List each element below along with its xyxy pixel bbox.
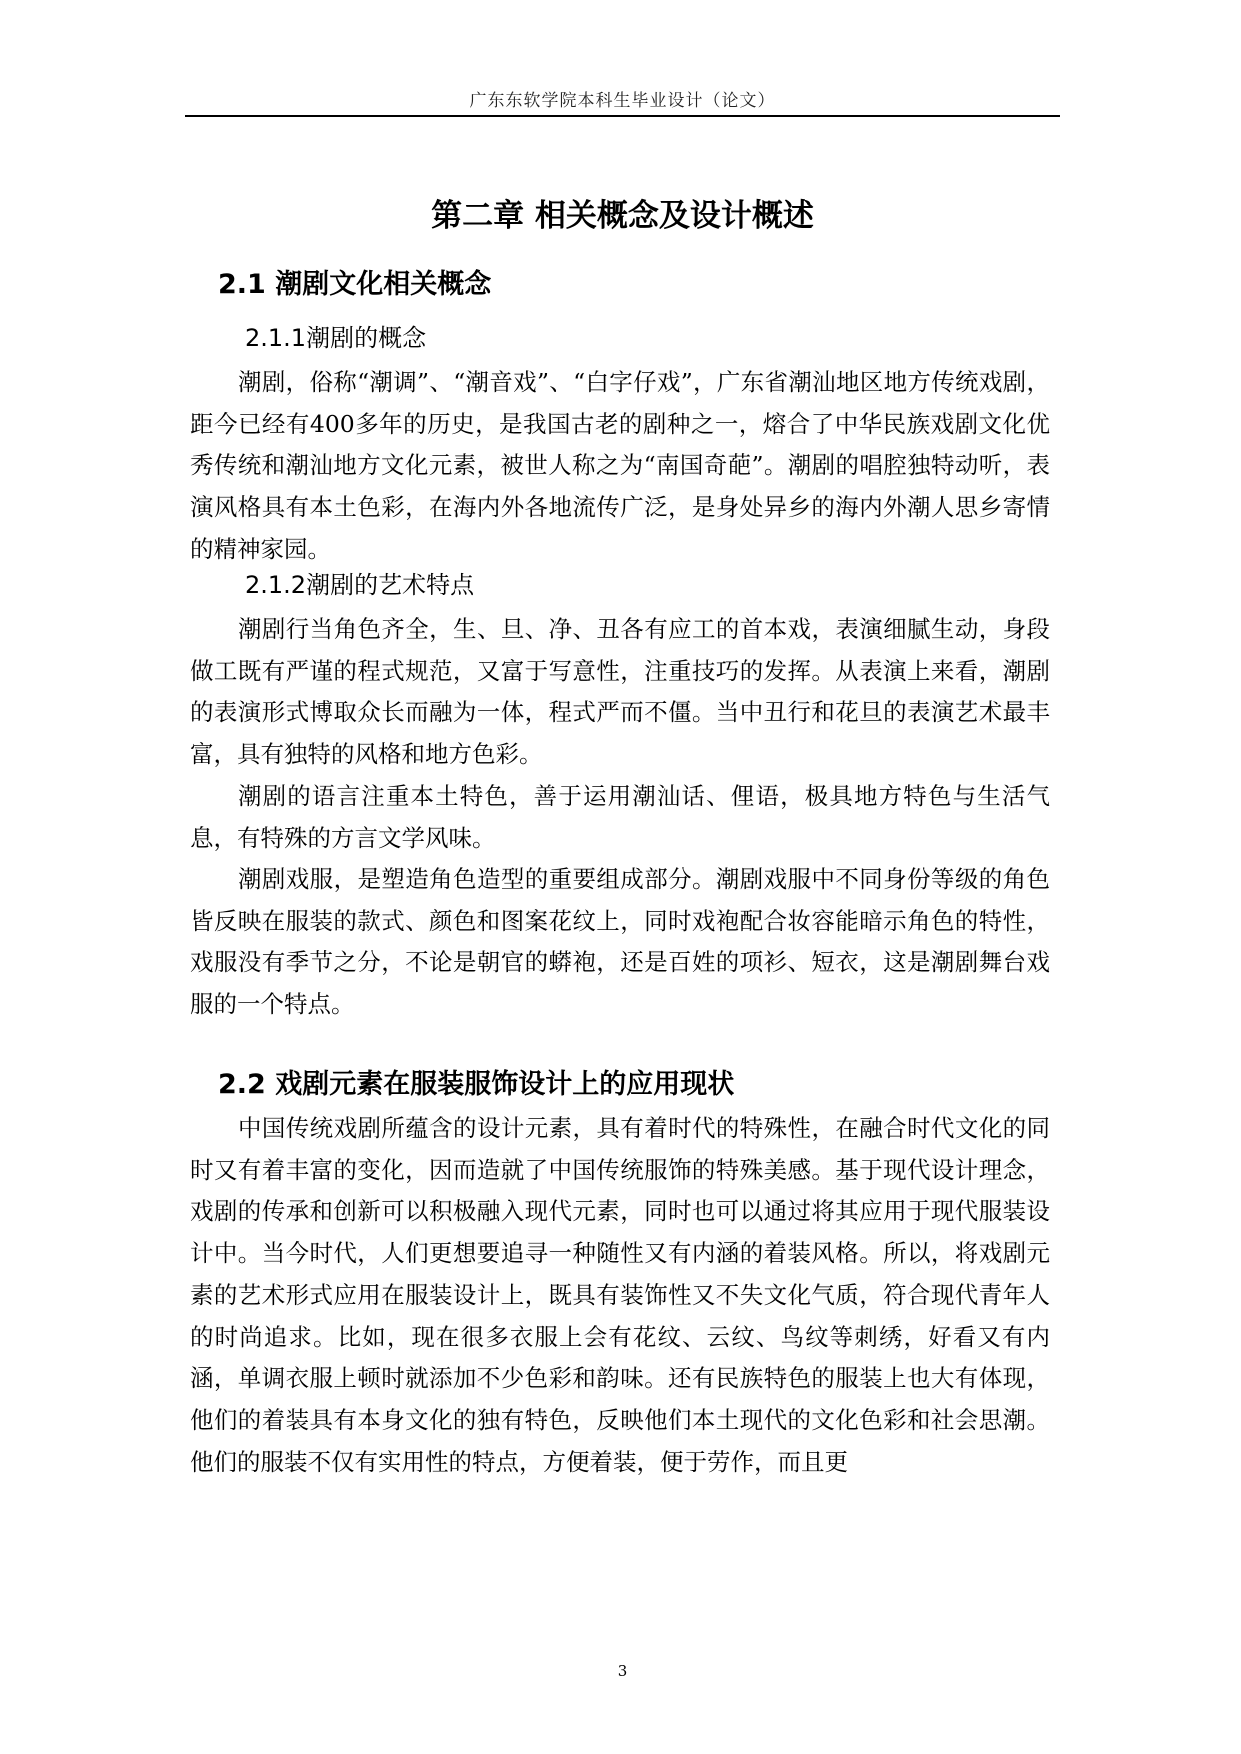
paragraph: 潮剧的语言注重本土特色，善于运用潮汕话、俚语，极具地方特色与生活气息，有特殊的方言文学风味。 (190, 782, 1050, 852)
paragraph: 潮剧行当角色齐全，生、旦、净、丑各有应工的首本戏，表演细腻生动，身段做工既有严谨的程式规范，又富于写意性，注重技巧的发挥。从表演上来看，潮剧的表演形式博取众长而融为一体，程式严而不僵。当中丑行和花旦的表演艺术最丰富，具有独特的风格和地方色彩。 (190, 615, 1050, 769)
section-heading-2-1: 2.1 潮剧文化相关概念 (218, 269, 492, 300)
section-heading-2-2: 2.2 戏剧元素在服装服饰设计上的应用现状 (218, 1069, 735, 1100)
header-divider (185, 115, 1060, 117)
running-header: 广东东软学院本科生毕业设计（论文） (469, 91, 776, 111)
paragraph: 中国传统戏剧所蕴含的设计元素，具有着时代的特殊性，在融合时代文化的同时又有着丰富的变化，因而造就了中国传统服饰的特殊美感。基于现代设计理念，戏剧的传承和创新可以积极融入现代元素，同时也可以通过将其应用于现代服装设计中。当今时代，人们更想要追寻一种随性又有内涵的着装风格。所以，将戏剧元素的艺术形式应用在服装设计上，既具有装饰性又不失文化气质，符合现代青年人的时尚追求。比如，现在很多衣服上会有花纹、云纹、鸟纹等刺绣，好看又有内涵，单调衣服上顿时就添加不少色彩和韵味。还有民族特色的服装上也大有体现，他们的着装具有本身文化的独有特色，反映他们本土现代的文化色彩和社会思潮。他们的服装不仅有实用性的特点，方便着装，便于劳作，而且更 (190, 1114, 1050, 1476)
page-number: 3 (617, 1662, 628, 1680)
paragraph: 潮剧戏服，是塑造角色造型的重要组成部分。潮剧戏服中不同身份等级的角色皆反映在服装的款式、颜色和图案花纹上，同时戏袍配合妆容能暗示角色的特性，戏服没有季节之分，不论是朝官的蟒袍，还是百姓的项衫、短衣，这是潮剧舞台戏服的一个特点。 (190, 865, 1050, 1019)
paragraph: 潮剧，俗称“潮调”、“潮音戏”、“白字仔戏”，广东省潮汕地区地方传统戏剧，距今已经有400多年的历史，是我国古老的剧种之一，熔合了中华民族戏剧文化优秀传统和潮汕地方文化元素，被世人称之为“南国奇葩”。潮剧的唱腔独特动听，表演风格具有本土色彩，在海内外各地流传广泛，是身处异乡的海内外潮人思乡寄情的精神家园。 (190, 368, 1050, 563)
subsection-heading-2-1-1: 2.1.1潮剧的概念 (245, 324, 427, 352)
subsection-heading-2-1-2: 2.1.2潮剧的艺术特点 (245, 571, 475, 599)
chapter-title: 第二章 相关概念及设计概述 (431, 198, 814, 234)
